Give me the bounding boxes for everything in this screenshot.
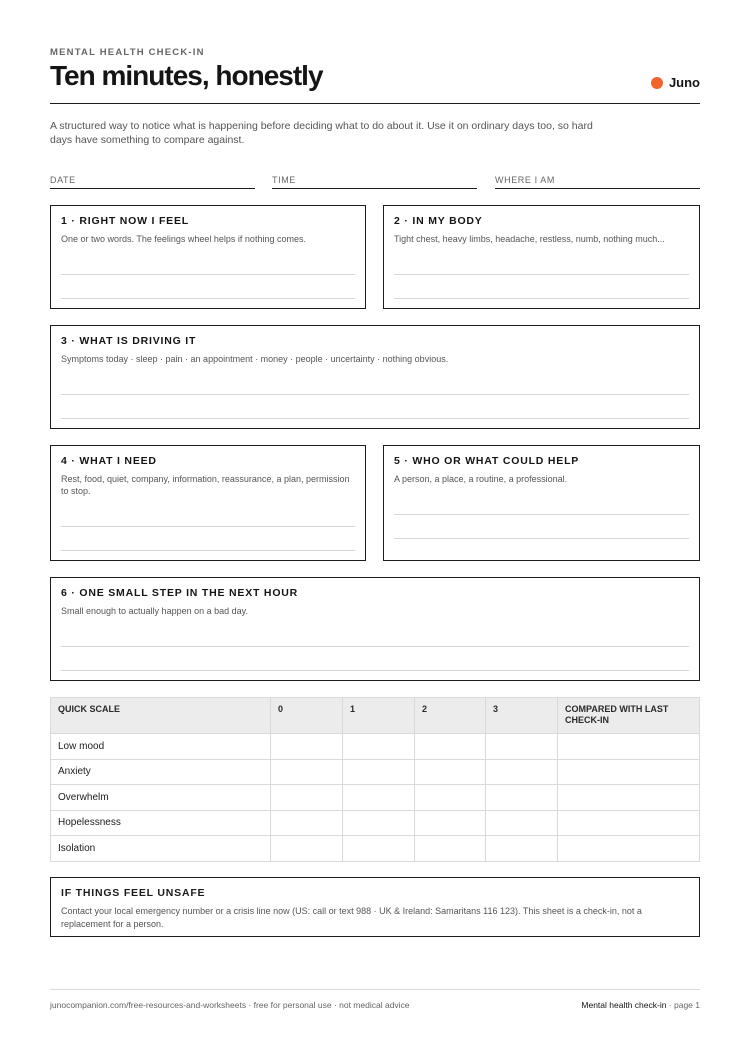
section-hint: Small enough to actually happen on a bad day. (61, 606, 248, 616)
table-row (51, 785, 700, 811)
section-hint: A person, a place, a routine, a professional. (394, 474, 568, 484)
quick-scale-table (50, 697, 700, 862)
writing-line (394, 298, 689, 299)
score-cell[interactable] (271, 810, 343, 836)
score-cell[interactable] (486, 734, 558, 760)
column-header: 0 (271, 698, 343, 734)
section-hint: Rest, food, quiet, company, information, reassurance, a plan, permission to stop. (61, 474, 350, 496)
comparison-cell[interactable] (558, 836, 700, 862)
footer-divider (50, 989, 700, 990)
writing-line (394, 538, 689, 539)
table-row (51, 759, 700, 785)
score-cell[interactable] (271, 785, 343, 811)
score-cell[interactable] (415, 785, 486, 811)
score-cell[interactable] (343, 734, 415, 760)
column-header: QUICK SCALE (51, 698, 271, 734)
column-header: COMPARED WITH LAST CHECK-IN (558, 698, 700, 734)
writing-line (61, 394, 689, 395)
score-cell[interactable] (271, 734, 343, 760)
score-cell[interactable] (271, 836, 343, 862)
table-row (51, 836, 700, 862)
table-row (51, 810, 700, 836)
row-label: Overwhelm (51, 785, 271, 811)
row-label: Isolation (51, 836, 271, 862)
date-field[interactable] (50, 170, 255, 189)
brand (651, 75, 700, 90)
footer-source: junocompanion.com/free-resources-and-worksheets · free for personal use · not medical advice (50, 1000, 410, 1010)
section-hint: Tight chest, heavy limbs, headache, restless, numb, nothing much... (394, 234, 665, 244)
safety-title: IF THINGS FEEL UNSAFE (61, 887, 206, 899)
section-body[interactable] (383, 205, 700, 309)
score-cell[interactable] (415, 734, 486, 760)
section-title: 4 · WHAT I NEED (61, 455, 157, 467)
safety-text: Contact your local emergency number or a crisis line now (US: call or text 988 · UK & Ireland: Samaritans 116 123). This sheet is a check-in, not a replacement for a person. (61, 906, 642, 929)
row-label: Low mood (51, 734, 271, 760)
footer-page-number: · page 1 (666, 1000, 700, 1010)
score-cell[interactable] (271, 759, 343, 785)
row-label: Hopelessness (51, 810, 271, 836)
section-driving[interactable] (50, 325, 700, 429)
score-cell[interactable] (486, 759, 558, 785)
section-title: 2 · IN MY BODY (394, 215, 483, 227)
brand-dot-icon (651, 77, 663, 89)
comparison-cell[interactable] (558, 734, 700, 760)
column-header: 3 (486, 698, 558, 734)
comparison-cell[interactable] (558, 810, 700, 836)
section-help[interactable] (383, 445, 700, 561)
section-title: 5 · WHO OR WHAT COULD HELP (394, 455, 580, 467)
score-cell[interactable] (343, 785, 415, 811)
score-cell[interactable] (343, 836, 415, 862)
document-eyebrow: MENTAL HEALTH CHECK-IN (50, 47, 205, 58)
comparison-cell[interactable] (558, 759, 700, 785)
writing-line (61, 274, 355, 275)
section-title: 6 · ONE SMALL STEP IN THE NEXT HOUR (61, 587, 299, 599)
date-label: DATE (50, 175, 76, 185)
column-header: 1 (343, 698, 415, 734)
writing-line (61, 298, 355, 299)
footer-doc-title: Mental health check-in (581, 1000, 667, 1010)
section-hint: One or two words. The feelings wheel helps if nothing comes. (61, 234, 306, 244)
time-label: TIME (272, 175, 296, 185)
score-cell[interactable] (343, 810, 415, 836)
row-label: Anxiety (51, 759, 271, 785)
section-need[interactable] (50, 445, 366, 561)
score-cell[interactable] (343, 759, 415, 785)
writing-line (61, 418, 689, 419)
safety-notice (50, 877, 700, 937)
score-cell[interactable] (415, 836, 486, 862)
score-cell[interactable] (486, 836, 558, 862)
writing-line (394, 514, 689, 515)
section-title: 1 · RIGHT NOW I FEEL (61, 215, 189, 227)
score-cell[interactable] (486, 785, 558, 811)
writing-line (61, 646, 689, 647)
writing-line (61, 670, 689, 671)
section-feel[interactable] (50, 205, 366, 309)
location-label: WHERE I AM (495, 175, 556, 185)
footer-page-info (581, 1000, 700, 1010)
writing-line (61, 550, 355, 551)
section-hint: Symptoms today · sleep · pain · an appointment · money · people · uncertainty · nothing obvious. (61, 354, 449, 364)
location-field[interactable] (495, 170, 700, 189)
writing-line (394, 274, 689, 275)
intro-text: A structured way to notice what is happening before deciding what to do about it. Use it on ordinary days too, so hard days have something to compare against. (50, 120, 593, 146)
brand-name: Juno (668, 75, 700, 90)
table-row (51, 734, 700, 760)
score-cell[interactable] (415, 759, 486, 785)
score-cell[interactable] (415, 810, 486, 836)
score-cell[interactable] (486, 810, 558, 836)
comparison-cell[interactable] (558, 785, 700, 811)
section-small-step[interactable] (50, 577, 700, 681)
header-divider (50, 103, 700, 104)
column-header: 2 (415, 698, 486, 734)
table-header-row (51, 698, 700, 734)
time-field[interactable] (272, 170, 477, 189)
section-title: 3 · WHAT IS DRIVING IT (61, 335, 197, 347)
page-title: Ten minutes, honestly (50, 60, 323, 91)
writing-line (61, 526, 355, 527)
